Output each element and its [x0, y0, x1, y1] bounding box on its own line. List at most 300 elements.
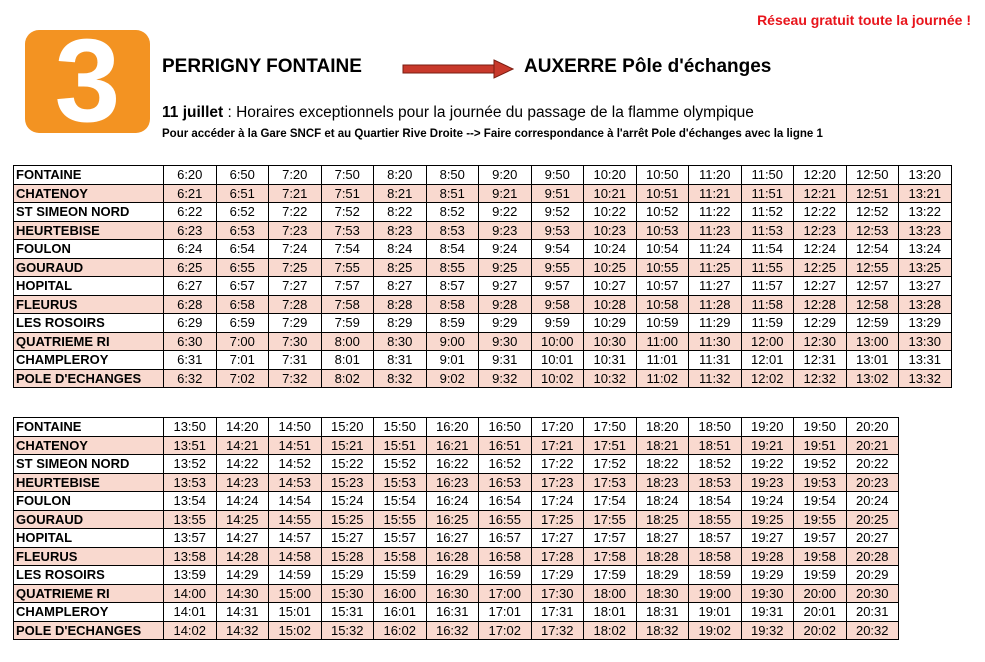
departure-time: 16:59 — [479, 566, 532, 585]
departure-time: 10:30 — [584, 332, 637, 351]
departure-time: 9:52 — [531, 203, 584, 222]
departure-time: 18:01 — [584, 603, 637, 622]
departure-time: 8:53 — [426, 221, 479, 240]
departure-time: 7:25 — [269, 258, 322, 277]
stop-name: FONTAINE — [14, 166, 164, 185]
departure-time: 7:31 — [269, 351, 322, 370]
departure-time: 15:54 — [374, 492, 427, 511]
departure-time: 6:24 — [164, 240, 217, 259]
departure-time: 16:28 — [426, 547, 479, 566]
departure-time: 8:24 — [374, 240, 427, 259]
departure-time: 10:20 — [584, 166, 637, 185]
departure-time: 8:59 — [426, 314, 479, 333]
departure-time: 13:32 — [899, 369, 952, 388]
departure-time: 12:27 — [794, 277, 847, 296]
stop-name: FLEURUS — [14, 295, 164, 314]
departure-time: 17:59 — [584, 566, 637, 585]
departure-time: 19:29 — [741, 566, 794, 585]
departure-time: 7:55 — [321, 258, 374, 277]
timetable-afternoon — [13, 417, 899, 640]
departure-time: 13:29 — [899, 314, 952, 333]
departure-time: 12:25 — [794, 258, 847, 277]
departure-time: 13:58 — [164, 547, 217, 566]
departure-time: 15:57 — [374, 529, 427, 548]
departure-time: 15:25 — [321, 510, 374, 529]
departure-time: 13:25 — [899, 258, 952, 277]
departure-time: 12:51 — [846, 184, 899, 203]
departure-time: 16:32 — [426, 621, 479, 640]
departure-time: 17:53 — [584, 473, 637, 492]
departure-time: 15:30 — [321, 584, 374, 603]
departure-time: 7:51 — [321, 184, 374, 203]
departure-time: 19:25 — [741, 510, 794, 529]
departure-time: 8:20 — [374, 166, 427, 185]
departure-time: 8:27 — [374, 277, 427, 296]
departure-time: 16:20 — [426, 418, 479, 437]
departure-time: 9:57 — [531, 277, 584, 296]
departure-time: 16:31 — [426, 603, 479, 622]
departure-time: 18:32 — [636, 621, 689, 640]
table-row — [14, 295, 952, 314]
departure-time: 12:20 — [794, 166, 847, 185]
departure-time: 11:28 — [689, 295, 742, 314]
departure-time: 19:28 — [741, 547, 794, 566]
departure-time: 6:58 — [216, 295, 269, 314]
departure-time: 6:32 — [164, 369, 217, 388]
departure-time: 17:27 — [531, 529, 584, 548]
departure-time: 12:28 — [794, 295, 847, 314]
stop-name: LES ROSOIRS — [14, 566, 164, 585]
departure-time: 16:24 — [426, 492, 479, 511]
departure-time: 14:57 — [269, 529, 322, 548]
table-row — [14, 258, 952, 277]
departure-time: 13:55 — [164, 510, 217, 529]
departure-time: 17:24 — [531, 492, 584, 511]
stop-name: FOULON — [14, 240, 164, 259]
departure-time: 13:52 — [164, 455, 217, 474]
departure-time: 8:54 — [426, 240, 479, 259]
departure-time: 20:20 — [846, 418, 899, 437]
departure-time: 16:00 — [374, 584, 427, 603]
departure-time: 12:59 — [846, 314, 899, 333]
departure-time: 10:59 — [636, 314, 689, 333]
departure-time: 6:53 — [216, 221, 269, 240]
departure-time: 6:22 — [164, 203, 217, 222]
departure-time: 10:01 — [531, 351, 584, 370]
departure-time: 8:21 — [374, 184, 427, 203]
departure-time: 19:59 — [794, 566, 847, 585]
departure-time: 15:22 — [321, 455, 374, 474]
departure-time: 15:32 — [321, 621, 374, 640]
departure-time: 8:55 — [426, 258, 479, 277]
departure-time: 18:57 — [689, 529, 742, 548]
departure-time: 11:22 — [689, 203, 742, 222]
departure-time: 15:27 — [321, 529, 374, 548]
departure-time: 6:50 — [216, 166, 269, 185]
departure-time: 9:51 — [531, 184, 584, 203]
departure-time: 13:01 — [846, 351, 899, 370]
departure-time: 15:52 — [374, 455, 427, 474]
departure-time: 6:21 — [164, 184, 217, 203]
departure-time: 14:28 — [216, 547, 269, 566]
departure-time: 18:24 — [636, 492, 689, 511]
stop-name: FLEURUS — [14, 547, 164, 566]
table-row — [14, 369, 952, 388]
departure-time: 15:59 — [374, 566, 427, 585]
departure-time: 18:23 — [636, 473, 689, 492]
departure-time: 18:28 — [636, 547, 689, 566]
departure-time: 12:52 — [846, 203, 899, 222]
departure-time: 18:55 — [689, 510, 742, 529]
departure-time: 17:00 — [479, 584, 532, 603]
departure-time: 10:22 — [584, 203, 637, 222]
departure-time: 17:31 — [531, 603, 584, 622]
stop-name: HEURTEBISE — [14, 473, 164, 492]
departure-time: 11:27 — [689, 277, 742, 296]
departure-time: 20:30 — [846, 584, 899, 603]
departure-time: 16:01 — [374, 603, 427, 622]
line-number-badge — [25, 15, 150, 147]
departure-time: 11:23 — [689, 221, 742, 240]
departure-time: 6:25 — [164, 258, 217, 277]
departure-time: 16:25 — [426, 510, 479, 529]
departure-time: 15:00 — [269, 584, 322, 603]
departure-time: 6:28 — [164, 295, 217, 314]
departure-time: 12:50 — [846, 166, 899, 185]
departure-time: 12:57 — [846, 277, 899, 296]
departure-time: 10:52 — [636, 203, 689, 222]
departure-time: 14:59 — [269, 566, 322, 585]
departure-time: 18:27 — [636, 529, 689, 548]
departure-time: 9:25 — [479, 258, 532, 277]
departure-time: 8:23 — [374, 221, 427, 240]
table-row — [14, 510, 899, 529]
departure-time: 11:21 — [689, 184, 742, 203]
departure-time: 10:00 — [531, 332, 584, 351]
departure-time: 7:32 — [269, 369, 322, 388]
departure-time: 6:30 — [164, 332, 217, 351]
departure-time: 15:20 — [321, 418, 374, 437]
departure-time: 12:32 — [794, 369, 847, 388]
free-network-notice: Réseau gratuit toute la journée ! — [757, 12, 971, 28]
departure-time: 19:50 — [794, 418, 847, 437]
departure-time: 14:55 — [269, 510, 322, 529]
departure-time: 18:31 — [636, 603, 689, 622]
departure-time: 16:55 — [479, 510, 532, 529]
departure-time: 10:54 — [636, 240, 689, 259]
departure-time: 14:53 — [269, 473, 322, 492]
table-row — [14, 418, 899, 437]
departure-time: 20:32 — [846, 621, 899, 640]
table-row — [14, 277, 952, 296]
departure-time: 13:24 — [899, 240, 952, 259]
departure-time: 19:51 — [794, 436, 847, 455]
table-row — [14, 332, 952, 351]
departure-time: 6:55 — [216, 258, 269, 277]
departure-time: 7:52 — [321, 203, 374, 222]
departure-time: 18:02 — [584, 621, 637, 640]
departure-time: 15:31 — [321, 603, 374, 622]
departure-time: 19:22 — [741, 455, 794, 474]
departure-time: 14:25 — [216, 510, 269, 529]
departure-time: 12:00 — [741, 332, 794, 351]
stop-name: QUATRIEME RI — [14, 332, 164, 351]
table-row — [14, 351, 952, 370]
departure-time: 15:24 — [321, 492, 374, 511]
departure-time: 19:58 — [794, 547, 847, 566]
departure-time: 13:02 — [846, 369, 899, 388]
line-number: 3 — [54, 15, 121, 147]
stop-name: CHAMPLEROY — [14, 351, 164, 370]
departure-time: 18:25 — [636, 510, 689, 529]
table-row — [14, 184, 952, 203]
departure-time: 10:23 — [584, 221, 637, 240]
departure-time: 7:59 — [321, 314, 374, 333]
departure-time: 11:53 — [741, 221, 794, 240]
stop-name: POLE D'ECHANGES — [14, 621, 164, 640]
departure-time: 10:58 — [636, 295, 689, 314]
departure-time: 18:50 — [689, 418, 742, 437]
stop-name: CHATENOY — [14, 184, 164, 203]
departure-time: 14:27 — [216, 529, 269, 548]
departure-time: 6:20 — [164, 166, 217, 185]
departure-time: 18:53 — [689, 473, 742, 492]
departure-time: 18:00 — [584, 584, 637, 603]
stop-name: GOURAUD — [14, 510, 164, 529]
departure-time: 16:30 — [426, 584, 479, 603]
departure-time: 7:01 — [216, 351, 269, 370]
departure-time: 17:30 — [531, 584, 584, 603]
departure-time: 16:02 — [374, 621, 427, 640]
departure-time: 9:00 — [426, 332, 479, 351]
departure-time: 20:27 — [846, 529, 899, 548]
departure-time: 7:21 — [269, 184, 322, 203]
departure-time: 11:50 — [741, 166, 794, 185]
departure-time: 15:01 — [269, 603, 322, 622]
departure-time: 6:51 — [216, 184, 269, 203]
departure-time: 18:51 — [689, 436, 742, 455]
departure-time: 14:31 — [216, 603, 269, 622]
departure-time: 13:53 — [164, 473, 217, 492]
departure-time: 16:29 — [426, 566, 479, 585]
departure-time: 14:54 — [269, 492, 322, 511]
departure-time: 18:59 — [689, 566, 742, 585]
departure-time: 12:30 — [794, 332, 847, 351]
departure-time: 9:32 — [479, 369, 532, 388]
departure-time: 9:27 — [479, 277, 532, 296]
departure-time: 15:51 — [374, 436, 427, 455]
departure-time: 9:53 — [531, 221, 584, 240]
departure-time: 14:51 — [269, 436, 322, 455]
departure-time: 18:22 — [636, 455, 689, 474]
departure-time: 20:31 — [846, 603, 899, 622]
departure-time: 19:23 — [741, 473, 794, 492]
departure-time: 11:54 — [741, 240, 794, 259]
departure-time: 8:00 — [321, 332, 374, 351]
departure-time: 17:54 — [584, 492, 637, 511]
departure-time: 14:29 — [216, 566, 269, 585]
departure-time: 11:57 — [741, 277, 794, 296]
departure-time: 20:24 — [846, 492, 899, 511]
departure-time: 11:51 — [741, 184, 794, 203]
departure-time: 18:21 — [636, 436, 689, 455]
table-row — [14, 473, 899, 492]
departure-time: 19:21 — [741, 436, 794, 455]
departure-time: 11:29 — [689, 314, 742, 333]
departure-time: 8:50 — [426, 166, 479, 185]
table-row — [14, 603, 899, 622]
departure-time: 15:28 — [321, 547, 374, 566]
stop-name: POLE D'ECHANGES — [14, 369, 164, 388]
departure-time: 9:30 — [479, 332, 532, 351]
table-row — [14, 529, 899, 548]
departure-time: 6:59 — [216, 314, 269, 333]
departure-time: 14:23 — [216, 473, 269, 492]
timetable-morning — [13, 165, 952, 388]
departure-time: 6:52 — [216, 203, 269, 222]
departure-time: 17:52 — [584, 455, 637, 474]
stop-name: FOULON — [14, 492, 164, 511]
departure-time: 7:24 — [269, 240, 322, 259]
departure-time: 14:24 — [216, 492, 269, 511]
departure-time: 13:57 — [164, 529, 217, 548]
departure-time: 10:57 — [636, 277, 689, 296]
departure-time: 6:54 — [216, 240, 269, 259]
departure-time: 8:51 — [426, 184, 479, 203]
departure-time: 17:57 — [584, 529, 637, 548]
departure-time: 18:30 — [636, 584, 689, 603]
departure-time: 17:50 — [584, 418, 637, 437]
table-row — [14, 436, 899, 455]
departure-time: 7:27 — [269, 277, 322, 296]
departure-time: 19:30 — [741, 584, 794, 603]
departure-time: 10:32 — [584, 369, 637, 388]
departure-time: 8:52 — [426, 203, 479, 222]
departure-time: 15:50 — [374, 418, 427, 437]
departure-time: 11:52 — [741, 203, 794, 222]
departure-time: 17:02 — [479, 621, 532, 640]
departure-time: 12:21 — [794, 184, 847, 203]
departure-time: 7:58 — [321, 295, 374, 314]
departure-time: 10:21 — [584, 184, 637, 203]
table-row — [14, 240, 952, 259]
departure-time: 13:21 — [899, 184, 952, 203]
departure-time: 11:01 — [636, 351, 689, 370]
stop-name: FONTAINE — [14, 418, 164, 437]
departure-time: 12:55 — [846, 258, 899, 277]
departure-time: 10:24 — [584, 240, 637, 259]
stop-name: HOPITAL — [14, 529, 164, 548]
departure-time: 13:50 — [164, 418, 217, 437]
departure-time: 18:20 — [636, 418, 689, 437]
departure-time: 19:32 — [741, 621, 794, 640]
departure-time: 16:22 — [426, 455, 479, 474]
departure-time: 12:54 — [846, 240, 899, 259]
departure-time: 9:01 — [426, 351, 479, 370]
departure-time: 9:20 — [479, 166, 532, 185]
departure-time: 16:52 — [479, 455, 532, 474]
stop-name: CHATENOY — [14, 436, 164, 455]
departure-time: 6:57 — [216, 277, 269, 296]
departure-time: 13:31 — [899, 351, 952, 370]
departure-time: 14:30 — [216, 584, 269, 603]
departure-time: 15:23 — [321, 473, 374, 492]
stop-name: ST SIMEON NORD — [14, 455, 164, 474]
departure-time: 6:27 — [164, 277, 217, 296]
departure-time: 7:29 — [269, 314, 322, 333]
departure-time: 7:00 — [216, 332, 269, 351]
departure-time: 12:02 — [741, 369, 794, 388]
departure-time: 11:58 — [741, 295, 794, 314]
departure-time: 10:31 — [584, 351, 637, 370]
departure-time: 8:25 — [374, 258, 427, 277]
table-row — [14, 584, 899, 603]
departure-time: 8:22 — [374, 203, 427, 222]
stop-name: ST SIMEON NORD — [14, 203, 164, 222]
departure-time: 20:02 — [794, 621, 847, 640]
stop-name: CHAMPLEROY — [14, 603, 164, 622]
departure-time: 19:57 — [794, 529, 847, 548]
departure-time: 17:32 — [531, 621, 584, 640]
departure-time: 20:23 — [846, 473, 899, 492]
departure-time: 10:28 — [584, 295, 637, 314]
departure-time: 20:25 — [846, 510, 899, 529]
departure-time: 20:29 — [846, 566, 899, 585]
departure-time: 7:28 — [269, 295, 322, 314]
departure-time: 14:01 — [164, 603, 217, 622]
departure-time: 12:22 — [794, 203, 847, 222]
departure-time: 9:54 — [531, 240, 584, 259]
departure-time: 10:02 — [531, 369, 584, 388]
departure-time: 19:55 — [794, 510, 847, 529]
departure-time: 17:28 — [531, 547, 584, 566]
departure-time: 8:29 — [374, 314, 427, 333]
departure-time: 8:28 — [374, 295, 427, 314]
departure-time: 7:30 — [269, 332, 322, 351]
departure-time: 8:30 — [374, 332, 427, 351]
departure-time: 13:00 — [846, 332, 899, 351]
departure-time: 13:51 — [164, 436, 217, 455]
departure-time: 7:50 — [321, 166, 374, 185]
departure-time: 11:20 — [689, 166, 742, 185]
departure-time: 9:02 — [426, 369, 479, 388]
departure-time: 12:58 — [846, 295, 899, 314]
departure-time: 15:58 — [374, 547, 427, 566]
departure-time: 17:29 — [531, 566, 584, 585]
departure-time: 17:25 — [531, 510, 584, 529]
departure-time: 14:58 — [269, 547, 322, 566]
departure-time: 6:23 — [164, 221, 217, 240]
departure-time: 17:55 — [584, 510, 637, 529]
departure-time: 12:31 — [794, 351, 847, 370]
departure-time: 11:31 — [689, 351, 742, 370]
departure-time: 15:53 — [374, 473, 427, 492]
departure-time: 16:53 — [479, 473, 532, 492]
departure-time: 10:51 — [636, 184, 689, 203]
table-row — [14, 203, 952, 222]
departure-time: 19:02 — [689, 621, 742, 640]
departure-time: 11:25 — [689, 258, 742, 277]
departure-time: 19:20 — [741, 418, 794, 437]
table-row — [14, 166, 952, 185]
departure-time: 11:00 — [636, 332, 689, 351]
departure-time: 7:57 — [321, 277, 374, 296]
connection-note: Pour accéder à la Gare SNCF et au Quartier Rive Droite --> Faire correspondance à l'arrêt Pole d'échanges avec la ligne 1 — [162, 128, 823, 140]
departure-time: 13:27 — [899, 277, 952, 296]
departure-time: 14:22 — [216, 455, 269, 474]
table-row — [14, 566, 899, 585]
departure-time: 19:01 — [689, 603, 742, 622]
